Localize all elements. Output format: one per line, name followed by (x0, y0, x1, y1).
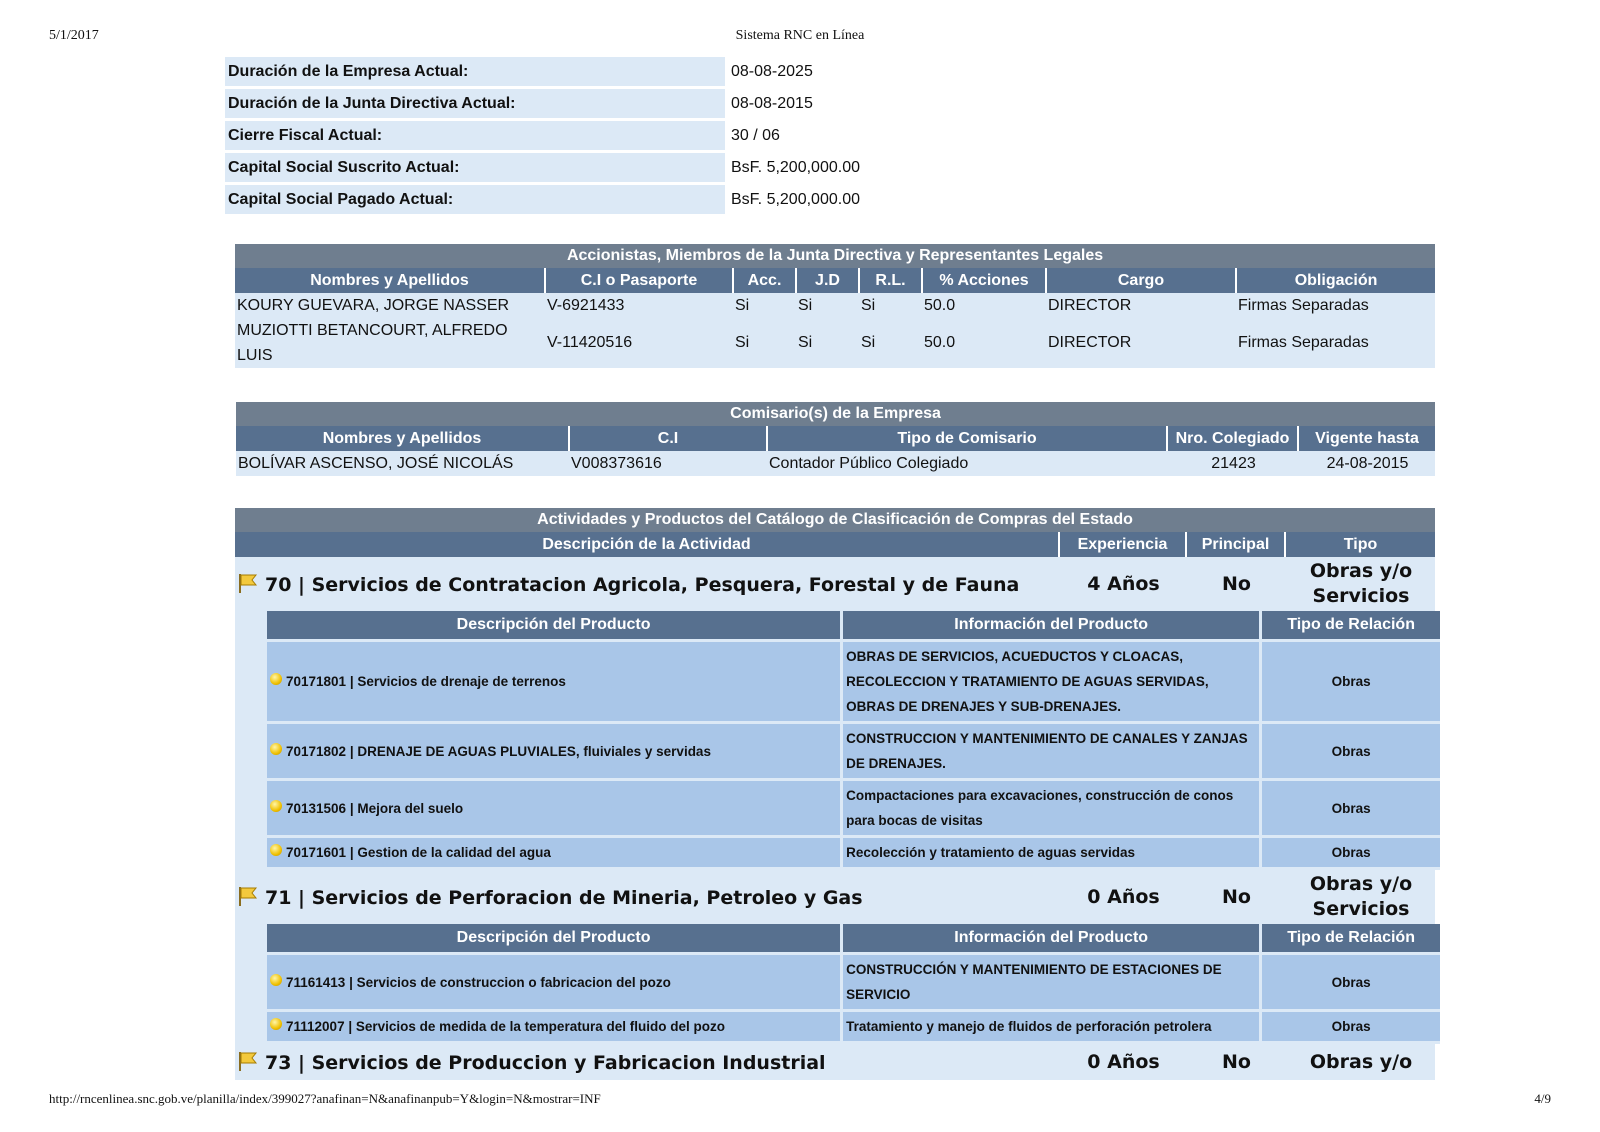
table-row (235, 293, 1435, 318)
cell-vigente: 24-08-2015 (1298, 451, 1435, 476)
cell-rl: Si (859, 293, 922, 318)
product-rel: Obras (1259, 838, 1440, 870)
column-header: Obligación (1236, 268, 1435, 293)
bullet-icon (270, 800, 282, 812)
summary-table (225, 54, 1034, 217)
bullet-icon (270, 743, 282, 755)
cell-id: V-11420516 (545, 318, 733, 368)
flag-icon (237, 572, 259, 594)
cell-acc: Si (733, 293, 796, 318)
product-rel: Obras (1259, 955, 1440, 1012)
summary-row (225, 121, 1034, 150)
cell-obligacion: Firmas Separadas (1236, 318, 1435, 368)
product-desc: 71112007 | Servicios de medida de la temperatura del fluido del pozo (286, 1019, 725, 1034)
summary-value: BsF. 5,200,000.00 (731, 190, 860, 208)
activity-title: 70 | Servicios de Contratacion Agricola, Pesquera, Forestal y de Fauna (265, 574, 1020, 596)
product-list-row (235, 611, 1435, 870)
product-rel: Obras (1259, 1012, 1440, 1044)
column-header: R.L. (859, 268, 922, 293)
table-row (235, 318, 1435, 368)
column-header: C.I (569, 426, 767, 451)
product-desc-cell (267, 1012, 840, 1044)
activity-title-cell (235, 1044, 1059, 1080)
column-header: C.I o Pasaporte (545, 268, 733, 293)
bullet-icon (270, 1018, 282, 1030)
cell-name: KOURY GUEVARA, JORGE NASSER (235, 293, 545, 318)
summary-label: Capital Social Suscrito Actual: (225, 153, 725, 182)
accionistas-caption: Accionistas, Miembros de la Junta Directiva y Representantes Legales (235, 244, 1435, 268)
cell-jd: Si (796, 293, 859, 318)
column-header: Tipo de Relación (1259, 611, 1440, 642)
flag-icon (237, 885, 259, 907)
cell-obligacion: Firmas Separadas (1236, 293, 1435, 318)
summary-label: Duración de la Junta Directiva Actual: (225, 89, 725, 118)
activity-experiencia: 0 Años (1059, 1044, 1186, 1080)
column-header: Principal (1186, 532, 1285, 557)
product-row (267, 955, 1440, 1012)
actividades-header-row (235, 532, 1435, 557)
accionistas-header-row (235, 268, 1435, 293)
product-info: CONSTRUCCIÓN Y MANTENIMIENTO DE ESTACIONES DE SERVICIO (840, 955, 1259, 1012)
column-header: Acc. (733, 268, 796, 293)
column-header: Experiencia (1059, 532, 1186, 557)
column-header: Información del Producto (840, 924, 1259, 955)
column-header: Tipo de Comisario (767, 426, 1167, 451)
column-header: Cargo (1046, 268, 1236, 293)
product-desc: 71161413 | Servicios de construccion o fabricacion del pozo (286, 974, 671, 990)
product-info: Compactaciones para excavaciones, construcción de conos para bocas de visitas (840, 781, 1259, 838)
activity-principal: No (1186, 870, 1285, 924)
column-header: % Acciones (922, 268, 1046, 293)
activity-title: 73 | Servicios de Produccion y Fabricacion Industrial (265, 1052, 826, 1074)
summary-row (225, 89, 1034, 118)
bullet-icon (270, 844, 282, 856)
column-header: Vigente hasta (1298, 426, 1435, 451)
accionistas-table (235, 244, 1435, 368)
actividades-caption: Actividades y Productos del Catálogo de Clasificación de Compras del Estado (235, 508, 1435, 532)
activity-experiencia: 4 Años (1059, 557, 1186, 611)
print-title: Sistema RNC en Línea (735, 28, 865, 43)
comisarios-caption: Comisario(s) de la Empresa (236, 402, 1435, 426)
product-table (267, 924, 1440, 1044)
activity-title: 71 | Servicios de Perforacion de Mineria, Petroleo y Gas (265, 887, 863, 909)
product-header-row (267, 924, 1440, 955)
product-info: OBRAS DE SERVICIOS, ACUEDUCTOS Y CLOACAS, RECOLECCION Y TRATAMIENTO DE AGUAS SERVIDAS, OBRAS DE DRENAJES Y SUB-DRENAJES. (840, 642, 1259, 724)
product-list-cell (235, 924, 1435, 1044)
activity-principal: No (1186, 557, 1285, 611)
product-info: CONSTRUCCION Y MANTENIMIENTO DE CANALES Y ZANJAS DE DRENAJES. (840, 724, 1259, 781)
column-header: Información del Producto (840, 611, 1259, 642)
product-desc-cell (267, 724, 840, 781)
summary-value: BsF. 5,200,000.00 (731, 158, 860, 176)
cell-id: V-6921433 (545, 293, 733, 318)
column-header: Descripción del Producto (267, 924, 840, 955)
print-date: 5/1/2017 (49, 28, 99, 43)
activity-title-cell (235, 557, 1059, 611)
cell-jd: Si (796, 318, 859, 368)
cell-rl: Si (859, 318, 922, 368)
product-desc: 70131506 | Mejora del suelo (286, 800, 464, 816)
comisarios-table (236, 402, 1435, 476)
summary-row (225, 185, 1034, 214)
cell-acciones: 50.0 (922, 293, 1046, 318)
activity-experiencia: 0 Años (1059, 870, 1186, 924)
cell-name: MUZIOTTI BETANCOURT, ALFREDO LUIS (235, 318, 545, 368)
column-header: Nro. Colegiado (1167, 426, 1298, 451)
product-row (267, 642, 1440, 724)
cell-name: BOLÍVAR ASCENSO, JOSÉ NICOLÁS (236, 451, 569, 476)
product-desc-cell (267, 838, 840, 870)
activity-tipo: Obras y/o (1285, 1044, 1435, 1080)
column-header: Nombres y Apellidos (236, 426, 569, 451)
cell-acciones: 50.0 (922, 318, 1046, 368)
print-url: http://rncenlinea.snc.gob.ve/planilla/index/399027?anafinan=N&anafinanpub=Y&login=N&mostrar=INF (49, 1091, 601, 1106)
cell-tipo: Contador Público Colegiado (767, 451, 1167, 476)
product-rel: Obras (1259, 724, 1440, 781)
page-number: 4/9 (1534, 1091, 1551, 1106)
activity-group-row (235, 870, 1435, 924)
product-desc-cell (267, 642, 840, 724)
table-row (236, 451, 1435, 476)
column-header: Tipo (1285, 532, 1435, 557)
column-header: J.D (796, 268, 859, 293)
column-header: Descripción del Producto (267, 611, 840, 642)
summary-value: 30 / 06 (731, 126, 780, 144)
cell-cargo: DIRECTOR (1046, 318, 1236, 368)
product-rel: Obras (1259, 642, 1440, 724)
product-row (267, 838, 1440, 870)
product-info: Tratamiento y manejo de fluidos de perforación petrolera (840, 1012, 1259, 1044)
product-desc: 70171601 | Gestion de la calidad del agua (286, 845, 551, 860)
summary-row (225, 57, 1034, 86)
summary-row (225, 153, 1034, 182)
bullet-icon (270, 974, 282, 986)
cell-cargo: DIRECTOR (1046, 293, 1236, 318)
summary-value: 08-08-2015 (731, 94, 813, 112)
column-header: Tipo de Relación (1259, 924, 1440, 955)
activity-tipo: Obras y/o Servicios (1285, 557, 1435, 611)
product-list-row (235, 924, 1435, 1044)
print-header (0, 28, 1600, 48)
cell-acc: Si (733, 318, 796, 368)
summary-label: Cierre Fiscal Actual: (225, 121, 725, 150)
activity-group-row (235, 1044, 1435, 1080)
product-row (267, 724, 1440, 781)
product-rel: Obras (1259, 781, 1440, 838)
product-desc-cell (267, 955, 840, 1012)
product-list-cell (235, 611, 1435, 870)
bullet-icon (270, 673, 282, 685)
product-info: Recolección y tratamiento de aguas servidas (840, 838, 1259, 870)
summary-label: Capital Social Pagado Actual: (225, 185, 725, 214)
activity-group-row (235, 557, 1435, 611)
product-desc-cell (267, 781, 840, 838)
activity-title-cell (235, 870, 1059, 924)
comisarios-header-row (236, 426, 1435, 451)
product-table (267, 611, 1440, 870)
product-desc: 70171801 | Servicios de drenaje de terrenos (286, 674, 566, 689)
cell-colegiado: 21423 (1167, 451, 1298, 476)
actividades-table (235, 508, 1435, 1080)
product-row (267, 781, 1440, 838)
activity-principal: No (1186, 1044, 1285, 1080)
product-header-row (267, 611, 1440, 642)
activity-tipo: Obras y/o Servicios (1285, 870, 1435, 924)
summary-label: Duración de la Empresa Actual: (225, 57, 725, 86)
column-header: Nombres y Apellidos (235, 268, 545, 293)
summary-value: 08-08-2025 (731, 62, 813, 80)
product-desc: 70171802 | DRENAJE DE AGUAS PLUVIALES, fluiviales y servidas (286, 743, 711, 759)
column-header: Descripción de la Actividad (235, 532, 1059, 557)
flag-icon (237, 1050, 259, 1072)
product-row (267, 1012, 1440, 1044)
cell-id: V008373616 (569, 451, 767, 476)
